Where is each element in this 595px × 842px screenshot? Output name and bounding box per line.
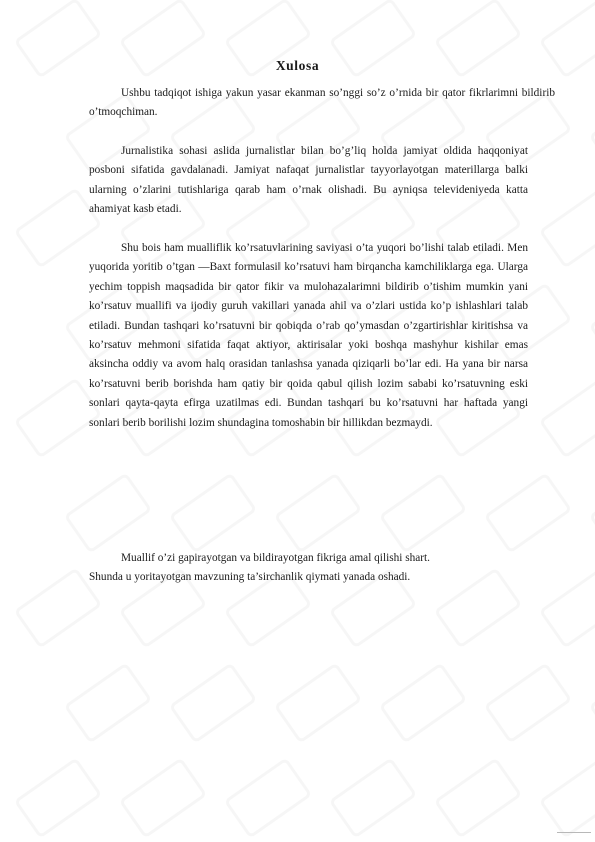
watermark-tile (589, 92, 595, 173)
closing-line-2: Shunda u yoritayotgan mavzuning ta’sirchanlik qiymati yanada oshadi. (89, 571, 411, 583)
page-corner-rule (557, 832, 591, 833)
closing-line-1: Muallif o’zi gapirayotgan va bildirayotgan fikriga amal qilishi shart. (121, 552, 431, 564)
watermark-tile (169, 662, 258, 743)
watermark-tile (589, 282, 595, 363)
watermark-tile (274, 662, 363, 743)
watermark-tile (589, 662, 595, 743)
watermark-tile (119, 757, 208, 838)
watermark-tile (539, 757, 595, 838)
page-title: Xulosa (275, 58, 320, 73)
watermark-tile (484, 662, 573, 743)
watermark-tile (539, 567, 595, 648)
watermark-tile (64, 472, 153, 553)
watermark-tile (434, 757, 523, 838)
watermark-tile (14, 757, 103, 838)
watermark-tile (539, 187, 595, 268)
watermark-tile (224, 757, 313, 838)
watermark-tile (329, 757, 418, 838)
watermark-tile (379, 662, 468, 743)
watermark-tile (484, 472, 573, 553)
watermark-tile (274, 472, 363, 553)
watermark-tile (169, 472, 258, 553)
watermark-tile (539, 377, 595, 458)
watermark-tile (64, 662, 153, 743)
watermark-tile (379, 472, 468, 553)
paragraph-intro: Ushbu tadqiqot ishiga yakun yasar ekanman so’nggi so’z o’rnida bir qator fikrlarimni bildirib o’tmoqchiman. (89, 87, 555, 119)
watermark-tile (434, 567, 523, 648)
watermark-tile (589, 472, 595, 553)
paragraph-recommendations: Shu bois ham mualliflik ko’rsatuvlarining saviyasi o’ta yuqori bo’lishi talab etiladi. Men yuqorida yoritib o’tgan ―Baxt formulasi‖ ko’rsatuvi ham birqancha kamchiliklarga ega. Ularga yechim toppish maqsadida bir qator fikir va mulohazalarimni bildirib o’tishim mumkin yani ko’rsatuv muallifi va ijodiy guruh vakillari yanada ahil va o’zlari ustida ko’p ishlashlari talab etiladi. Bundan tashqari ko’rsatuvni bir qobiqda o’rab qo’ymasdan o’zgartirishlar kiritishsa va ko’rsatuv mehmoni sifatida faqat aktiyor, aktirisalar yoki boshqa mashyhur kishilar emas aksincha oddiy va avom halq orasidan tanlashsa yanada qiziqarli bo’lar edi. Ha yana bir narsa ko’rsatuvni berib borishda ham qatiy bir qoida qabul qilish lozim sababi ko’rsatuvning eski sonlari qayta-qayta efirga uzatilmas edi. Bundan tashqari bu ko’rsatuvni har haftada yangi sonlari berib borilishi lozim shundagina tomoshabin bir hillikdan bezmaydi. (89, 242, 528, 429)
paragraph-journalism: Jurnalistika sohasi aslida jurnalistlar bilan bo’g’liq holda jamiyat oldida haqqoniyat posboni sifatida gavdalanadi. Jamiyat nafaqat jurnalistlar tayyorlayotgan materillarga balki ularning o’zlarini tutishlariga qarab ham o’rnak olishadi. Bu ayniqsa televideniyeda katta ahamiyat kasb etadi. (89, 145, 528, 216)
